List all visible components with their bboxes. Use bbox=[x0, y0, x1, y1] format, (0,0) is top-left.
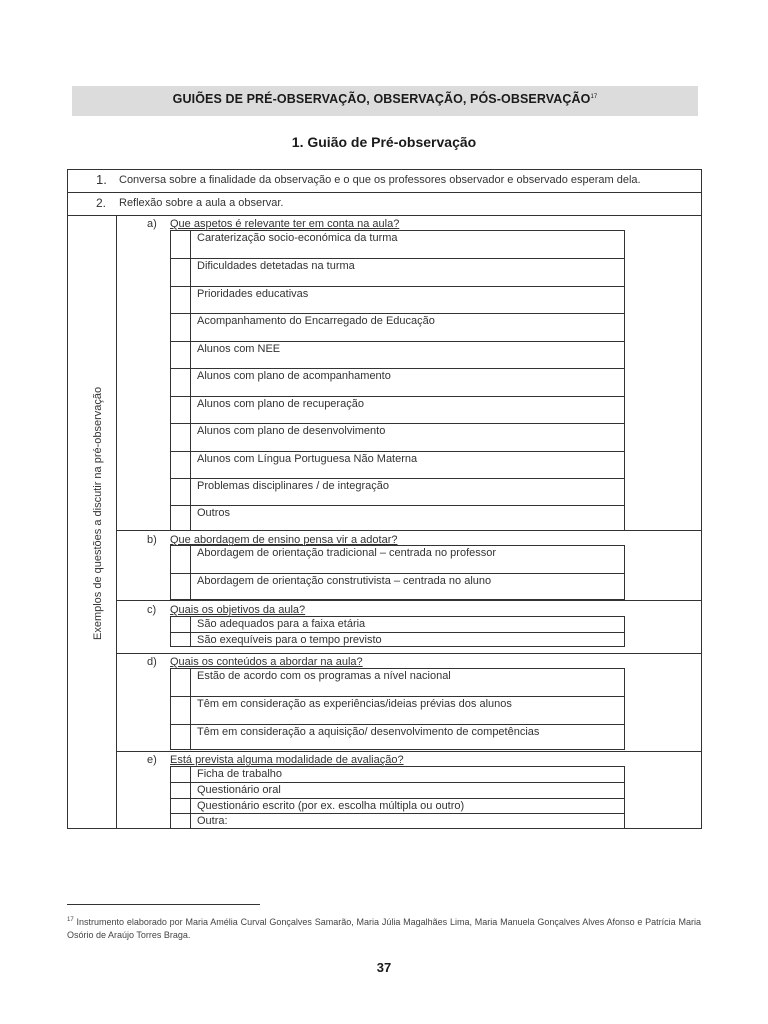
group-e-letter: e) bbox=[147, 754, 157, 766]
option-label: Alunos com NEE bbox=[197, 343, 281, 355]
option-row bbox=[171, 669, 624, 696]
option-label: Abordagem de orientação construtivista – centrada no aluno bbox=[197, 575, 492, 587]
group-d-options bbox=[170, 668, 625, 750]
row-divider bbox=[67, 192, 702, 193]
item-1-number: 1. bbox=[96, 172, 107, 187]
group-a-question: Que aspetos é relevante ter em conta na aula? bbox=[170, 218, 400, 230]
option-label: Alunos com Língua Portuguesa Não Materna bbox=[197, 453, 418, 465]
column-divider bbox=[116, 215, 117, 829]
option-label: Outros bbox=[197, 507, 231, 519]
option-row bbox=[171, 724, 624, 749]
option-row bbox=[171, 632, 624, 646]
footnote-text: Instrumento elaborado por Maria Amélia Curval Gonçalves Samarão, Maria Júlia Magalhães Lima, Maria Manuela Gonçalves Alves Afonso e Patrícia Maria Osório de Araújo Torres Braga. bbox=[67, 917, 701, 940]
group-divider bbox=[116, 751, 702, 752]
option-row bbox=[171, 313, 624, 341]
section-title: 1. Guião de Pré-observação bbox=[291, 134, 477, 150]
group-c-question: Quais os objetivos da aula? bbox=[170, 604, 306, 616]
group-c-letter: c) bbox=[147, 604, 157, 616]
option-row bbox=[171, 813, 624, 828]
option-label: São exequíveis para o tempo previsto bbox=[197, 634, 382, 646]
option-label: Têm em consideração as experiências/ideias prévias dos alunos bbox=[197, 698, 512, 710]
option-label: Problemas disciplinares / de integração bbox=[197, 480, 389, 492]
group-d-question: Quais os conteúdos a abordar na aula? bbox=[170, 656, 363, 668]
option-row bbox=[171, 231, 624, 258]
item-1-text: Conversa sobre a finalidade da observação e o que os professores observador e observado esperam dela. bbox=[119, 174, 641, 186]
document-title-bar bbox=[72, 86, 698, 116]
group-e-question: Está prevista alguma modalidade de avaliação? bbox=[170, 754, 404, 766]
option-label: Prioridades educativas bbox=[197, 288, 309, 300]
item-2-number: 2. bbox=[96, 196, 107, 210]
group-d-letter: d) bbox=[147, 656, 157, 668]
option-label: Outra: bbox=[197, 815, 228, 827]
group-c-options bbox=[170, 616, 625, 647]
option-label: Questionário oral bbox=[197, 784, 281, 796]
group-divider bbox=[116, 600, 702, 601]
group-divider bbox=[116, 653, 702, 654]
option-row bbox=[171, 696, 624, 724]
option-label: Têm em consideração a aquisição/ desenvolvimento de competências bbox=[197, 726, 540, 738]
option-row bbox=[171, 617, 624, 632]
option-row bbox=[171, 782, 624, 798]
option-row bbox=[171, 396, 624, 423]
option-row bbox=[171, 546, 624, 573]
side-label: Exemplos de questões a discutir na pré-observação bbox=[92, 386, 104, 640]
option-label: Acompanhamento do Encarregado de Educação bbox=[197, 315, 435, 327]
option-label: Alunos com plano de desenvolvimento bbox=[197, 425, 386, 437]
option-row bbox=[171, 451, 624, 478]
footnote-separator bbox=[67, 904, 260, 905]
option-label: Abordagem de orientação tradicional – centrada no professor bbox=[197, 547, 497, 559]
option-row bbox=[171, 258, 624, 286]
row-divider bbox=[67, 215, 702, 216]
option-row bbox=[171, 798, 624, 813]
option-label: Alunos com plano de recuperação bbox=[197, 398, 364, 410]
group-b-question: Que abordagem de ensino pensa vir a adotar? bbox=[170, 534, 398, 546]
group-e-options bbox=[170, 766, 625, 829]
page-number: 37 bbox=[376, 960, 392, 975]
option-label: Ficha de trabalho bbox=[197, 768, 282, 780]
footnote-marker: 17 bbox=[67, 917, 74, 923]
item-2-text: Reflexão sobre a aula a observar. bbox=[119, 197, 284, 209]
option-row bbox=[171, 341, 624, 368]
option-row bbox=[171, 286, 624, 313]
option-row bbox=[171, 767, 624, 782]
option-row bbox=[171, 478, 624, 505]
option-row bbox=[171, 368, 624, 396]
option-label: Alunos com plano de acompanhamento bbox=[197, 370, 391, 382]
option-row bbox=[171, 505, 624, 531]
group-b-letter: b) bbox=[147, 534, 157, 546]
option-label: Estão de acordo com os programas a nível nacional bbox=[197, 670, 451, 682]
group-b-options bbox=[170, 545, 625, 600]
document-title: GUIÕES DE PRÉ-OBSERVAÇÃO, OBSERVAÇÃO, PÓS-OBSERVAÇÃO bbox=[172, 92, 591, 107]
group-a-options bbox=[170, 230, 625, 530]
footnote bbox=[67, 914, 701, 942]
option-row bbox=[171, 423, 624, 451]
option-label: Dificuldades detetadas na turma bbox=[197, 260, 355, 272]
option-label: Questionário escrito (por ex. escolha múltipla ou outro) bbox=[197, 800, 465, 812]
footnote-ref: 17 bbox=[590, 94, 598, 100]
option-label: Caraterização socio-económica da turma bbox=[197, 232, 398, 244]
group-a-letter: a) bbox=[147, 218, 157, 230]
option-row bbox=[171, 573, 624, 599]
option-label: São adequados para a faixa etária bbox=[197, 618, 366, 630]
